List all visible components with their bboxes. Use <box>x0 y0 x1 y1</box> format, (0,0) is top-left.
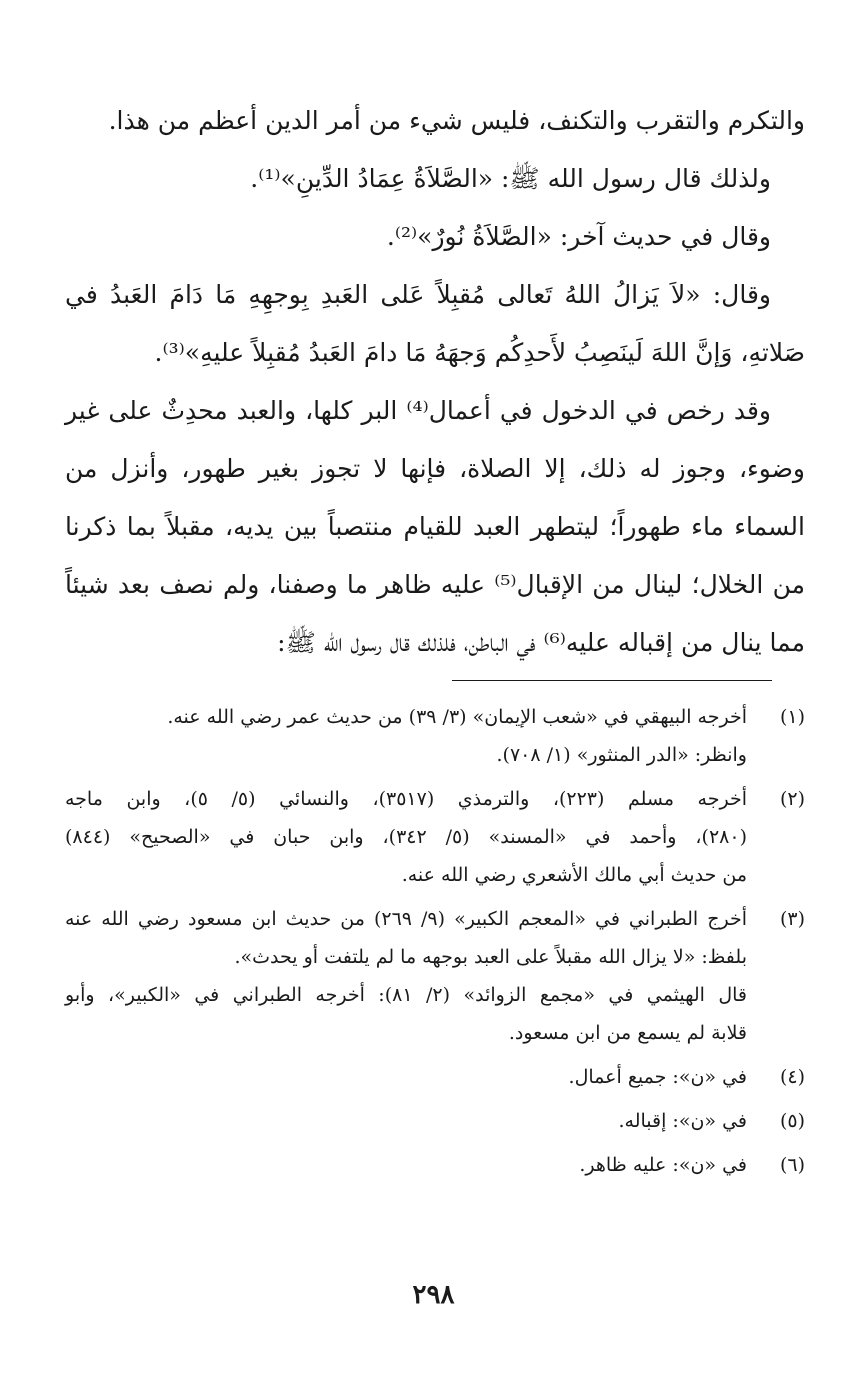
footnote-line: بلفظ: «لا يزال الله مقبلاً على العبد بوجهه ما لم يلتفت أو يحدث». <box>234 946 747 968</box>
footnote <box>65 1058 805 1096</box>
paragraph: وقال: «لاَ يَزالُ اللهُ تَعالى مُقبِلاً عَلى العَبدِ بِوجهِهِ مَا دَامَ العَبدُ في صَلاتهِ، وَإنَّ اللهَ لَينَصِبُ لأَحدِكُم وَجهَهُ مَا دامَ العَبدُ مُقبِلاً عليهِ»⁽³⁾. <box>65 280 805 367</box>
footnote <box>65 698 805 774</box>
footnote-line: في «ن»: جميع أعمال. <box>568 1066 747 1088</box>
paragraph: وقد رخص في الدخول في أعمال⁽⁴⁾ البر كلها، والعبد محدِثٌ على غير وضوء، وجوز له ذلك، إلا الصلاة، فإنها لا تجوز بغير طهور، وأنزل من السماء ماء طهوراً؛ ليتطهر العبد للقيام منتصباً بين يديه، مقبلاً بما ذكرنا من الخلال؛ لينال من الإقبال⁽⁵⁾ عليه ظاهر ما وصفنا، ولم نصف بعد شيئاً مما ينال من إقباله عليه⁽⁶⁾ في الباطن، فلذلك قال رسول الله ﷺ: <box>65 396 805 657</box>
footnote-line: من حديث أبي مالك الأشعري رضي الله عنه. <box>401 864 747 886</box>
footnote-line: (٢٨٠)، وأحمد في «المسند» (٥/ ٣٤٢)، وابن حبان في «الصحيح» (٨٤٤) <box>65 826 748 848</box>
footnote <box>65 1146 805 1184</box>
footnote-line: في «ن»: إقباله. <box>618 1110 747 1132</box>
footnote-number: (٢) <box>779 788 805 810</box>
footnote-number: (٦) <box>779 1154 805 1176</box>
footnote <box>65 780 805 894</box>
main-text <box>65 92 805 672</box>
footnote <box>65 1102 805 1140</box>
footnote-number: (٥) <box>779 1110 805 1132</box>
footnote-line: أخرجه البيهقي في «شعب الإيمان» (٣/ ٣٩) من حديث عمر رضي الله عنه. <box>167 706 747 728</box>
footnote-line: وانظر: «الدر المنثور» (١/ ٧٠٨). <box>496 744 747 766</box>
paragraph: والتكرم والتقرب والتكنف، فليس شيء من أمر الدين أعظم من هذا. <box>108 106 805 135</box>
footnote-line: أخرجه مسلم (٢٢٣)، والترمذي (٣٥١٧)، والنسائي (٥/ ٥)، وابن ماجه <box>65 788 747 810</box>
footnote-number: (٣) <box>779 908 805 930</box>
footnote-number: (١) <box>779 706 805 728</box>
paragraph: ولذلك قال رسول الله ﷺ: «الصَّلاَةُ عِمَادُ الدِّينِ»⁽¹⁾. <box>250 164 771 193</box>
page-number: ٢٩٨ <box>412 1280 455 1310</box>
footnote-divider <box>452 680 772 681</box>
footnote-line: قلابة لم يسمع من ابن مسعود. <box>508 1022 747 1044</box>
footnote-line: في «ن»: عليه ظاهر. <box>579 1154 747 1176</box>
footnote-line: قال الهيثمي في «مجمع الزوائد» (٢/ ٨١): أخرجه الطبراني في «الكبير»، وأبو <box>65 984 748 1006</box>
footnotes <box>65 698 805 1190</box>
footnote-number: (٤) <box>779 1066 805 1088</box>
footnote <box>65 900 805 1052</box>
footnote-line: أخرج الطبراني في «المعجم الكبير» (٩/ ٢٦٩) من حديث ابن مسعود رضي الله عنه <box>65 908 747 930</box>
paragraph: وقال في حديث آخر: «الصَّلاَةُ نُورٌ»⁽²⁾. <box>386 222 771 251</box>
